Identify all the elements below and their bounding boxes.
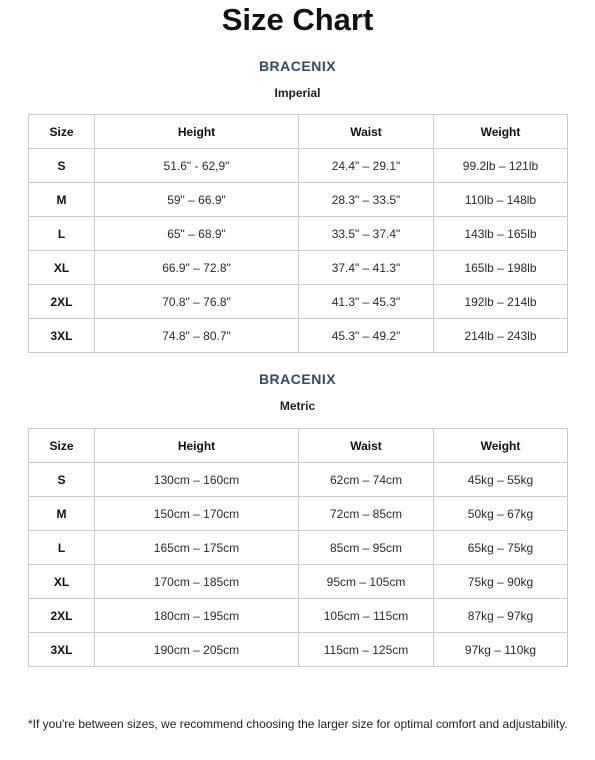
brand-logo-imperial: BRACENIX <box>258 58 337 74</box>
page-title: Size Chart <box>221 2 374 37</box>
table-row <box>29 633 568 667</box>
table-row <box>29 251 568 285</box>
metric-size-table <box>28 428 568 667</box>
weight-cell: 143lb – 165lb <box>434 217 568 251</box>
waist-cell: 95cm – 105cm <box>299 565 434 599</box>
size-cell: M <box>29 497 95 531</box>
weight-cell: 214lb – 243lb <box>434 319 568 353</box>
table-row <box>29 149 568 183</box>
height-cell: 74.8" – 80.7" <box>95 319 299 353</box>
waist-cell: 41.3" – 45.3" <box>299 285 434 319</box>
waist-cell: 28.3" – 33.5" <box>299 183 434 217</box>
size-cell: M <box>29 183 95 217</box>
table-row <box>29 285 568 319</box>
table-row <box>29 497 568 531</box>
table-header-row <box>29 115 568 149</box>
header-height: Height <box>95 115 299 149</box>
waist-cell: 37.4" – 41.3" <box>299 251 434 285</box>
table-row <box>29 531 568 565</box>
height-cell: 59" – 66.9" <box>95 183 299 217</box>
size-cell: XL <box>29 565 95 599</box>
table-row <box>29 599 568 633</box>
height-cell: 51.6" - 62,9" <box>95 149 299 183</box>
imperial-heading: Imperial <box>274 86 321 100</box>
weight-cell: 110lb – 148lb <box>434 183 568 217</box>
size-cell: 3XL <box>29 633 95 667</box>
header-size: Size <box>29 115 95 149</box>
header-height: Height <box>95 429 299 463</box>
size-cell: S <box>29 463 95 497</box>
waist-cell: 33.5" – 37.4" <box>299 217 434 251</box>
waist-cell: 24.4" – 29.1" <box>299 149 434 183</box>
metric-heading: Metric <box>279 399 316 413</box>
header-size: Size <box>29 429 95 463</box>
sizing-footnote: *If you're between sizes, we recommend choosing the larger size for optimal comfort and adjustability. <box>28 717 568 731</box>
size-cell: L <box>29 217 95 251</box>
header-weight: Weight <box>434 115 568 149</box>
brand-logo-metric: BRACENIX <box>258 371 337 387</box>
header-waist: Waist <box>299 429 434 463</box>
size-cell: 2XL <box>29 285 95 319</box>
weight-cell: 97kg – 110kg <box>434 633 568 667</box>
weight-cell: 87kg – 97kg <box>434 599 568 633</box>
size-cell: XL <box>29 251 95 285</box>
waist-cell: 115cm – 125cm <box>299 633 434 667</box>
height-cell: 70.8" – 76.8" <box>95 285 299 319</box>
header-weight: Weight <box>434 429 568 463</box>
table-row <box>29 463 568 497</box>
height-cell: 66.9" – 72.8" <box>95 251 299 285</box>
waist-cell: 105cm – 115cm <box>299 599 434 633</box>
weight-cell: 75kg – 90kg <box>434 565 568 599</box>
height-cell: 190cm – 205cm <box>95 633 299 667</box>
waist-cell: 72cm – 85cm <box>299 497 434 531</box>
weight-cell: 65kg – 75kg <box>434 531 568 565</box>
height-cell: 170cm – 185cm <box>95 565 299 599</box>
height-cell: 165cm – 175cm <box>95 531 299 565</box>
size-cell: 3XL <box>29 319 95 353</box>
table-row <box>29 183 568 217</box>
waist-cell: 85cm – 95cm <box>299 531 434 565</box>
height-cell: 65" – 68.9" <box>95 217 299 251</box>
size-cell: S <box>29 149 95 183</box>
height-cell: 180cm – 195cm <box>95 599 299 633</box>
waist-cell: 62cm – 74cm <box>299 463 434 497</box>
weight-cell: 165lb – 198lb <box>434 251 568 285</box>
table-row <box>29 217 568 251</box>
table-row <box>29 565 568 599</box>
table-row <box>29 319 568 353</box>
weight-cell: 50kg – 67kg <box>434 497 568 531</box>
imperial-size-table <box>28 114 568 353</box>
weight-cell: 45kg – 55kg <box>434 463 568 497</box>
weight-cell: 192lb – 214lb <box>434 285 568 319</box>
size-cell: 2XL <box>29 599 95 633</box>
table-header-row <box>29 429 568 463</box>
header-waist: Waist <box>299 115 434 149</box>
waist-cell: 45.3" – 49.2" <box>299 319 434 353</box>
size-cell: L <box>29 531 95 565</box>
weight-cell: 99.2lb – 121lb <box>434 149 568 183</box>
height-cell: 150cm – 170cm <box>95 497 299 531</box>
height-cell: 130cm – 160cm <box>95 463 299 497</box>
